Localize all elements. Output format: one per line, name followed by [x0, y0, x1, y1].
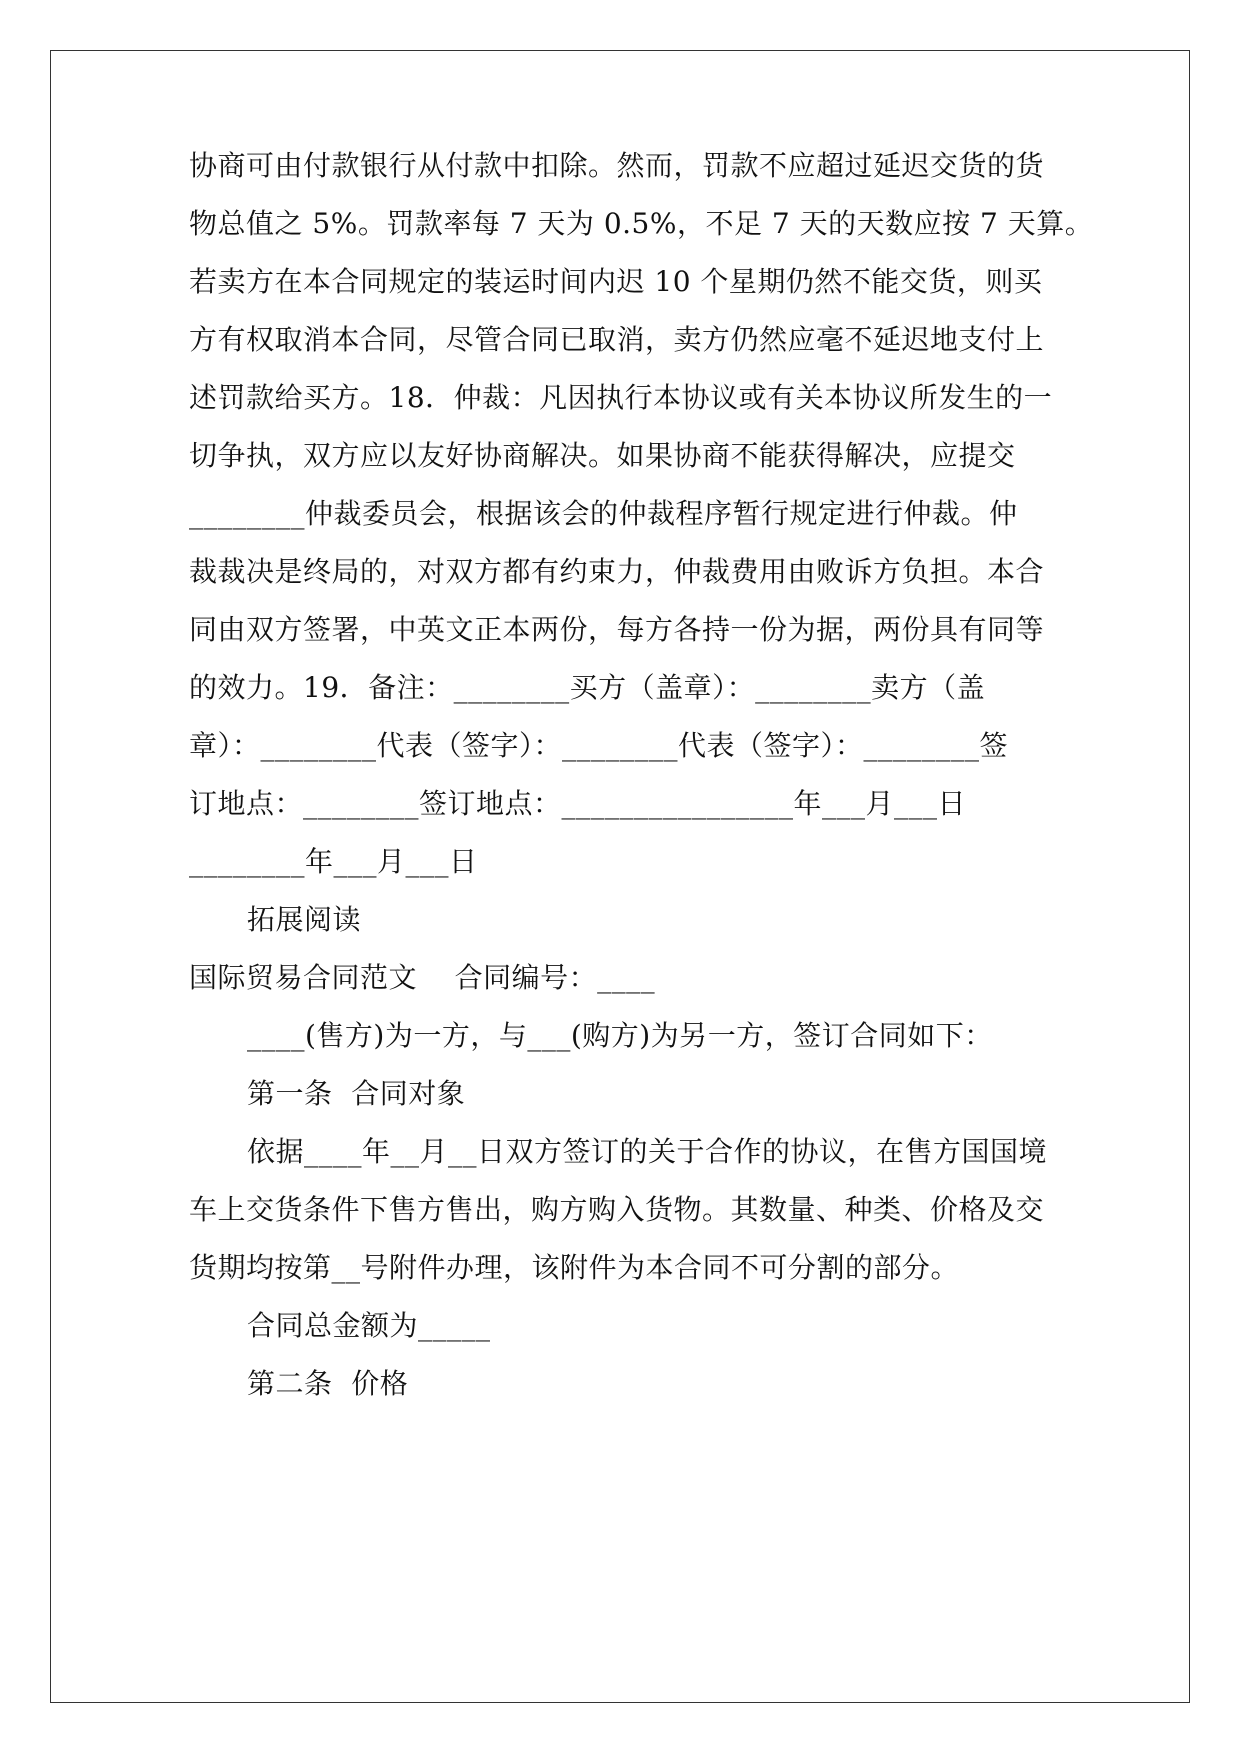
parties-line: ____(售方)为一方，与___(购方)为另一方，签订合同如下：	[247, 1019, 993, 1052]
article-1-line-3: 货期均按第__号附件办理，该附件为本合同不可分割的部分。	[189, 1251, 960, 1284]
body-line-8: 裁裁决是终局的，对双方都有约束力，仲裁费用由败诉方负担。本合	[189, 555, 1045, 588]
body-line-10: 的效力。19．备注：________买方（盖章）：________卖方（盖	[189, 671, 986, 704]
body-line-6: 切争执，双方应以友好协商解决。如果协商不能获得解决，应提交	[189, 439, 1016, 472]
body-line-5: 述罚款给买方。18．仲裁：凡因执行本协议或有关本协议所发生的一	[189, 381, 1053, 414]
article-1-line-1: 依据____年__月__日双方签订的关于合作的协议，在售方国国境	[247, 1135, 1048, 1168]
extended-reading-label: 拓展阅读	[247, 903, 362, 936]
body-line-4: 方有权取消本合同，尽管合同已取消，卖方仍然应毫不延迟地支付上	[189, 323, 1045, 356]
body-line-12: 订地点：________签订地点：________________年___月___日	[189, 787, 967, 820]
body-line-3: 若卖方在本合同规定的装运时间内迟 10 个星期仍然不能交货，则买	[189, 265, 1043, 298]
article-2-heading: 第二条 价格	[247, 1367, 409, 1400]
body-line-13: ________年___月___日	[189, 845, 478, 878]
body-line-9: 同由双方签署，中英文正本两份，每方各持一份为据，两份具有同等	[189, 613, 1045, 646]
article-1-line-2: 车上交货条件下售方售出，购方购入货物。其数量、种类、价格及交	[189, 1193, 1045, 1226]
contract-title-line: 国际贸易合同范文 合同编号：____	[189, 961, 656, 994]
body-line-11: 章）：________代表（签字）：________代表（签字）：________签	[189, 729, 1009, 762]
body-line-7: ________仲裁委员会，根据该会的仲裁程序暂行规定进行仲裁。仲	[189, 497, 1018, 530]
article-1-heading: 第一条 合同对象	[247, 1077, 466, 1110]
body-line-2: 物总值之 5%。罚款率每 7 天为 0.5%，不足 7 天的天数应按 7 天算。	[189, 207, 1094, 240]
total-amount-line: 合同总金额为_____	[247, 1309, 491, 1342]
body-line-1: 协商可由付款银行从付款中扣除。然而，罚款不应超过延迟交货的货	[189, 149, 1045, 182]
